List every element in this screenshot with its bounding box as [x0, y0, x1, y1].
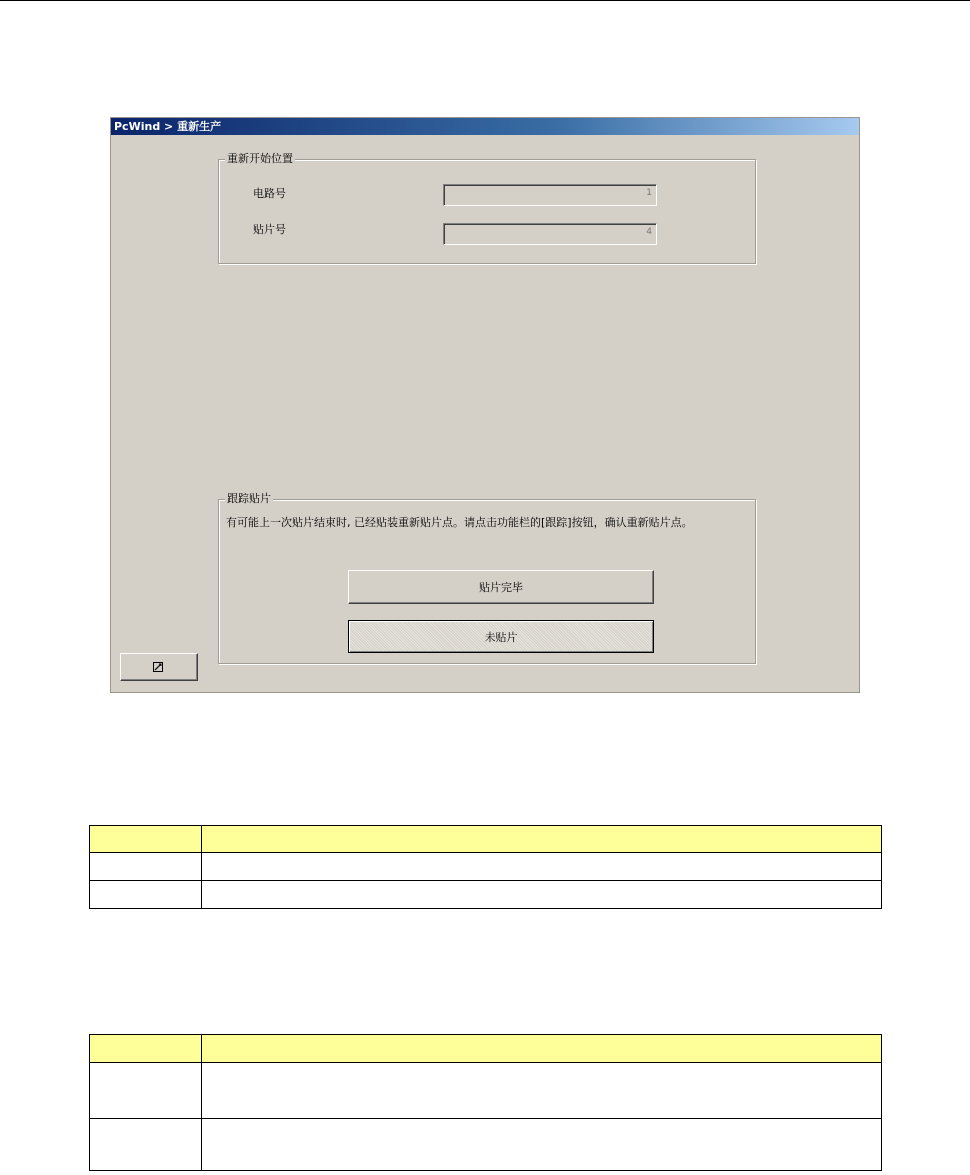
table-row — [90, 1063, 882, 1119]
table-cell — [90, 853, 202, 881]
table-row — [90, 1119, 882, 1171]
checkbox-edit-icon — [153, 662, 163, 672]
table-cell — [90, 1035, 202, 1063]
table-cell — [90, 881, 202, 909]
restart-position-legend: 重新开始位置 — [227, 152, 293, 165]
table-cell — [90, 1063, 202, 1119]
parameter-table-1 — [89, 825, 882, 909]
circuit-number-field[interactable]: 1 — [443, 184, 657, 206]
table-cell — [202, 1119, 882, 1171]
page-top-rule — [0, 0, 970, 1]
placement-done-label: 贴片完毕 — [479, 581, 523, 594]
table-cell — [202, 826, 882, 853]
parameter-table-2 — [89, 1034, 882, 1171]
chip-number-field[interactable]: 4 — [443, 223, 657, 245]
follow-placement-legend: 跟踪贴片 — [227, 492, 271, 505]
table-header-row — [90, 1035, 882, 1063]
table-cell — [202, 1035, 882, 1063]
table-cell — [202, 881, 882, 909]
restart-production-window — [110, 117, 860, 693]
placement-done-button[interactable] — [348, 570, 654, 604]
not-placed-button[interactable] — [348, 620, 654, 653]
table-cell — [202, 853, 882, 881]
table-cell — [202, 1063, 882, 1119]
follow-placement-message: 有可能上一次贴片结束时, 已经贴装重新贴片点。请点击功能栏的[跟踪]按钮，确认重新贴片点。 — [226, 516, 693, 529]
table-header-row — [90, 826, 882, 853]
table-cell — [90, 826, 202, 853]
table-row — [90, 853, 882, 881]
table-cell — [90, 1119, 202, 1171]
window-title: PcWind > 重新生产 — [111, 118, 859, 135]
restart-position-group — [218, 152, 756, 264]
confirm-button[interactable] — [120, 653, 198, 681]
follow-placement-group — [218, 492, 756, 664]
not-placed-label: 未贴片 — [484, 630, 518, 644]
circuit-number-label: 电路号 — [253, 187, 286, 200]
chip-number-label: 贴片号 — [253, 223, 286, 236]
table-row — [90, 881, 882, 909]
